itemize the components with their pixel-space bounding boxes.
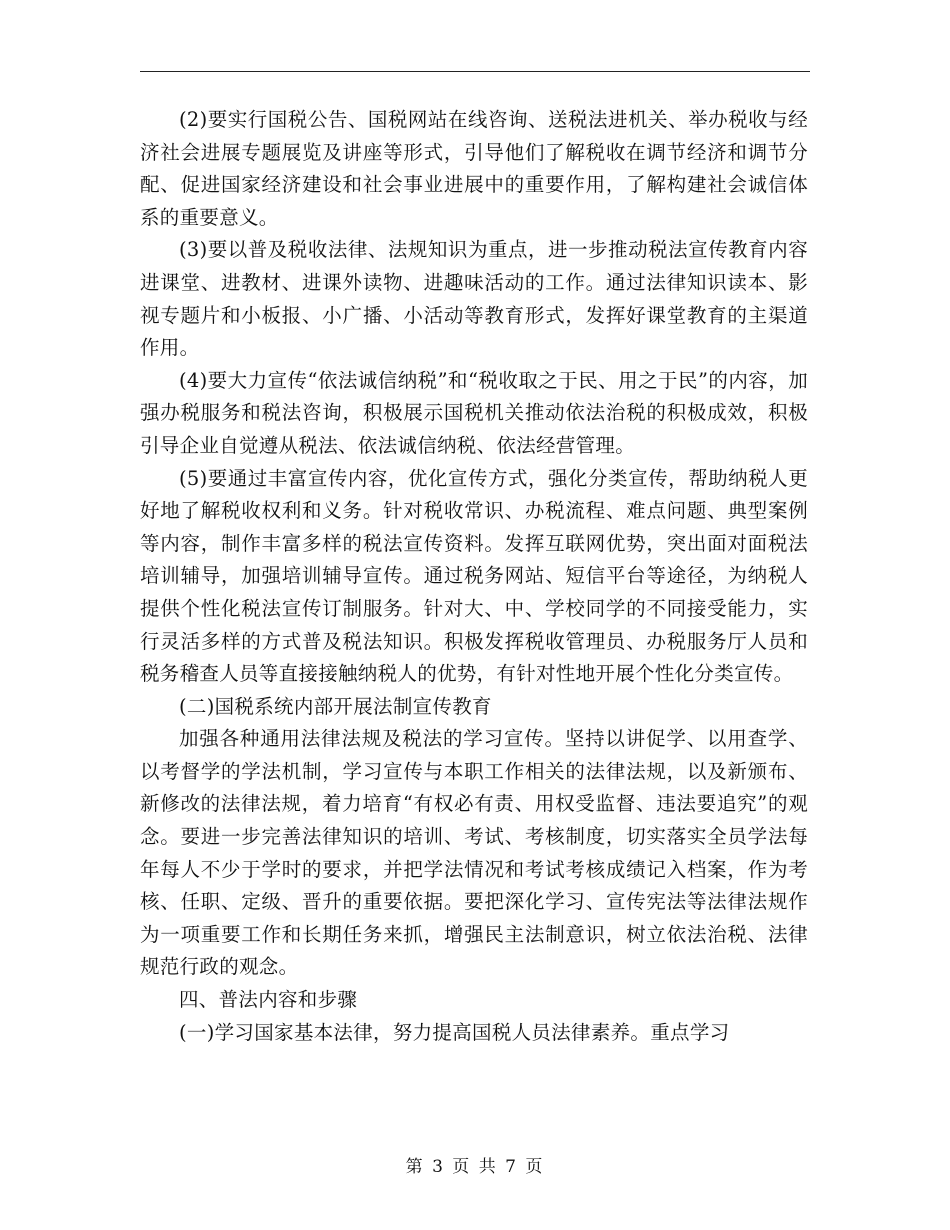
page-number-footer: 第 3 页 共 7 页 [405, 1157, 545, 1177]
section-heading-content-steps: 四、普法内容和步骤 [179, 988, 358, 1012]
section-heading-internal-education: (二)国税系统内部开展法制宣传教育 [179, 694, 492, 718]
paragraph-basic-law-study: (一)学习国家基本法律，努力提高国税人员法律素养。重点学习 [179, 1020, 730, 1044]
paragraph-item-5: (5)要通过丰富宣传内容，优化宣传方式，强化分类宣传，帮助纳税人更好地了解税收权利和义务。针对税收常识、办税流程、难点问题、典型案例等内容，制作丰富多样的税法宣传资料。发挥互联网优势，突出面对面税法培训辅导，加强培训辅导宣传。通过税务网站、短信平台等途径，为纳税人提供个性化税法宣传订制服务。针对大、中、学校同学的不同接受能力，实行灵活多样的方式普及税法知识。积极发挥税收管理员、办税服务厅人员和税务稽查人员等直接接触纳税人的优势，有针对性地开展个性化分类宣传。 [140, 466, 808, 686]
paragraph-item-2: (2)要实行国税公告、国税网站在线咨询、送税法进机关、举办税收与经济社会进展专题展览及讲座等形式，引导他们了解税收在调节经济和调节分配、促进国家经济建设和社会事业进展中的重要作用，了解构建社会诚信体系的重要意义。 [140, 108, 808, 229]
paragraph-item-3: (3)要以普及税收法律、法规知识为重点，进一步推动税法宣传教育内容进课堂、进教材、进课外读物、进趣味活动的工作。通过法律知识读本、影视专题片和小板报、小广播、小活动等教育形式，发挥好课堂教育的主渠道作用。 [140, 238, 808, 360]
paragraph-item-4: (4)要大力宣传“依法诚信纳税”和“税收取之于民、用之于民”的内容，加强办税服务和税法咨询，积极展示国税机关推动依法治税的积极成效，积极引导企业自觉遵从税法、依法诚信纳税、依法经营管理。 [140, 368, 808, 457]
paragraph-internal-education: 加强各种通用法律法规及税法的学习宣传。坚持以讲促学、以用查学、以考督学的学法机制，学习宣传与本职工作相关的法律法规，以及新颁布、新修改的法律法规，着力培育“有权必有责、用权受监督、违法要追究”的观念。要进一步完善法律知识的培训、考试、考核制度，切实落实全员学法每年每人不少于学时的要求，并把学法情况和考试考核成绩记入档案，作为考核、任职、定级、晋升的重要依据。要把深化学习、宣传宪法等法律法规作为一项重要工作和长期任务来抓，增强民主法制意识，树立依法治税、法律规范行政的观念。 [140, 727, 808, 979]
document-body [140, 104, 808, 1049]
header-rule [140, 71, 810, 72]
